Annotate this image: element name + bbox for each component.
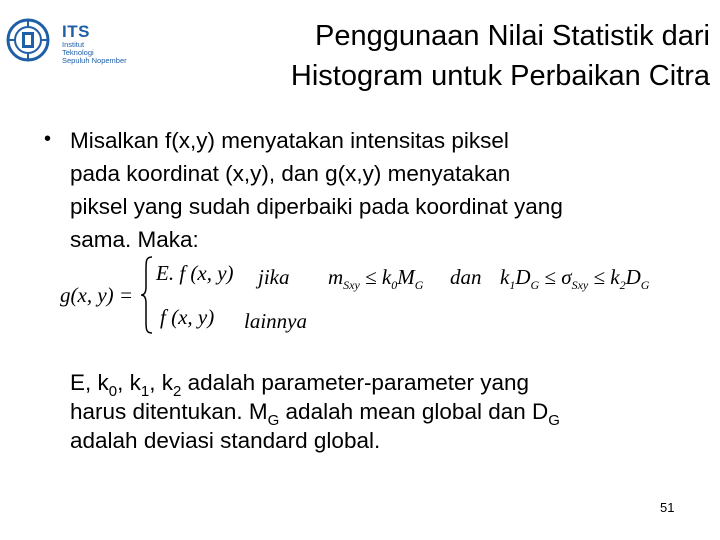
title-line-2: Histogram untuk Perbaikan Citra bbox=[290, 60, 710, 92]
case2-condition-word: lainnya bbox=[244, 309, 307, 333]
para2-line-1: E, $k_0$, $k_1$, $k_2$ adalah parameter-parameter yang bbox=[70, 370, 530, 400]
its-logo bbox=[6, 14, 130, 70]
case1-connector: dan bbox=[450, 265, 482, 289]
curly-brace-icon bbox=[140, 255, 154, 335]
logo-subtitle-2: Teknologi bbox=[62, 48, 94, 57]
case1-condition-word: jika bbox=[258, 265, 290, 289]
slide-title bbox=[150, 16, 710, 96]
case1-expression: E. f (x, y) bbox=[156, 261, 234, 285]
case2-expression: f (x, y) bbox=[160, 305, 215, 329]
case1-condition-mean: $m_{Sxy} \le k_0M_G$ bbox=[328, 265, 424, 293]
case1-condition-deviation: $k_1D_G \le \sigma_{Sxy} \le k_2D_G$ bbox=[500, 265, 650, 293]
formula-lhs: g(x, y) = bbox=[60, 283, 134, 307]
parameter-description bbox=[70, 368, 560, 455]
logo-subtitle-1: Institut bbox=[62, 40, 85, 49]
bullet-line-4: sama. Maka: bbox=[70, 227, 199, 252]
logo-name: ITS bbox=[62, 22, 90, 41]
para2-line-3: adalah deviasi standard global. bbox=[70, 428, 381, 453]
bullet-line-1: Misalkan f(x,y) menyatakan intensitas piksel bbox=[70, 128, 509, 153]
bullet-line-3: piksel yang sudah diperbaiki pada koordinat yang bbox=[70, 194, 563, 219]
logo-subtitle-3: Sepuluh Nopember bbox=[62, 56, 127, 65]
para2-line-2: harus ditentukan. $M_G$ adalah mean global dan $D_G$ bbox=[70, 399, 560, 429]
bullet-line-2: pada koordinat (x,y), dan g(x,y) menyatakan bbox=[70, 161, 511, 186]
its-emblem-icon bbox=[6, 18, 50, 62]
bullet-icon: • bbox=[44, 128, 52, 150]
title-line-1: Penggunaan Nilai Statistik dari bbox=[315, 20, 710, 52]
page-number: 51 bbox=[660, 500, 675, 515]
enhancement-formula bbox=[60, 255, 670, 340]
